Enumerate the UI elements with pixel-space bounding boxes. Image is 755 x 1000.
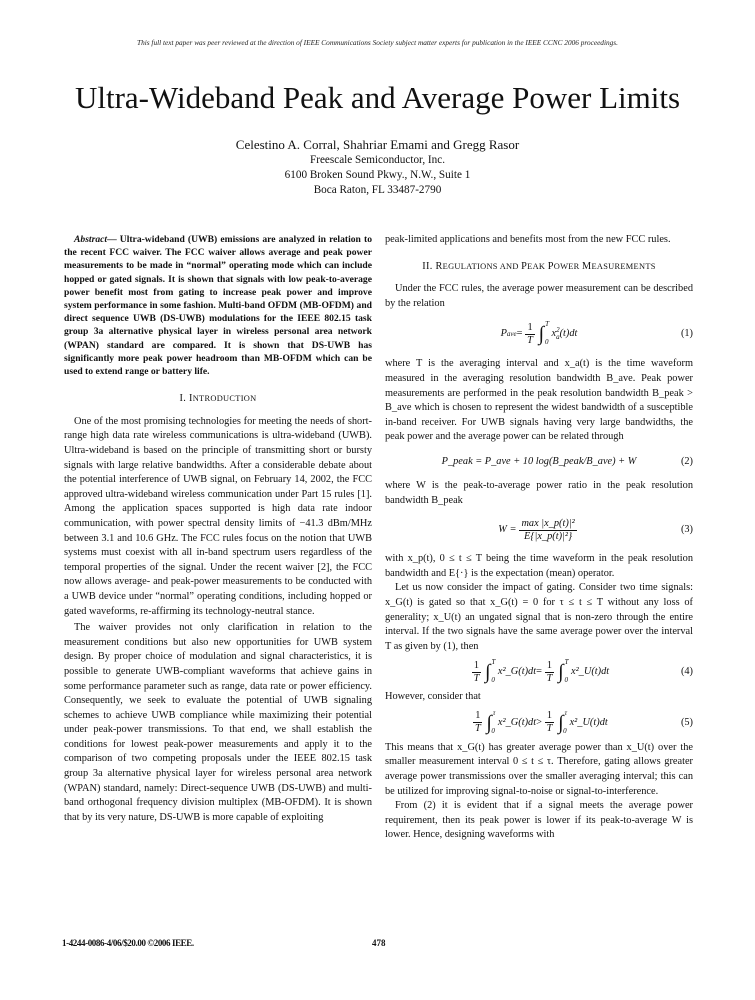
however-line: However, consider that	[385, 691, 481, 703]
page-number: 478	[372, 938, 386, 948]
abstract-text: — Ultra-wideband (UWB) emissions are analyzed in relation to the recent FCC waiver. The FCC waiver allows average and peak power measurements to be made in “normal” operating mode which can include hopped or gated signals. It is shown that signals with low peak-to-average power benefit most from gating to increase peak power and improve system performance in some fashion. Multi-band OFDM (MB-OFDM) and direct sequence UWB (DS-UWB) modulations for the IEEE 802.15 task group 3a alternative physical layer in wireless personal area network (WPAN) standard are compared. It is shown that DS-UWB has significantly more peak power headroom than MB-OFDM which can be used to extend range or battery life.	[64, 234, 372, 378]
gating-paragraph: Let us now consider the impact of gating. Consider two time signals: x_G(t) is gated so that x_G(t) = 0 for τ ≤ t ≤ T without any loss of generality; x_U(t) an ungated signal that is non-zero through the entire interval. If the two signals have the same average power over the interval T as given by (1), then	[385, 582, 693, 652]
integral-sign: ∫	[538, 323, 545, 346]
equation-number: (1)	[680, 328, 693, 340]
integral-sign: ∫	[485, 661, 491, 684]
integral-sign: ∫	[558, 661, 564, 684]
intro-paragraph-1: One of the most promising technologies for meeting the needs of short-range high data rate wireless communications is ultra-wideband (UWB). Ultra-wideband is based on the principle of transmitting short or bursty signals with large relative bandwidths. After a considerable debate about the potential interference of UWB signal, on February 14, 2002, the FCC approved ultra-wideband wireless communication under Part 15 rules [1]. Among the application spaces supported is high data rate indoor communication, with power spectral density limits of −41.3 dBm/MHz between 3.1 and 10.6 GHz. The FCC rules focus on the notion that UWB systems must coexist with all in-band spectrum users regardless of the temporal properties of the signal. Under the recent waiver [2], the FCC now allows average- and peak-power measurements to be conducted with a UWB device under “normal” operating conditions, including hopped or gated waveforms, re-affirming its technology-neutral stance.	[64, 415, 372, 617]
equation-number: (3)	[680, 523, 693, 535]
paper-authors: Celestino A. Corral, Shahriar Emami and Gregg Rasor	[235, 137, 520, 152]
integral-sign: ∫	[558, 711, 564, 734]
equation-number: (4)	[680, 665, 693, 677]
abstract-label: Abstract	[74, 234, 108, 245]
abstract-continuation: peak-limited applications and benefits most from the new FCC rules.	[385, 234, 671, 245]
section-heading-regulations: II. REGULATIONS AND PEAK POWER MEASUREMENTS	[422, 260, 656, 272]
integral-sign: ∫	[486, 711, 492, 734]
regulations-paragraph-1: Under the FCC rules, the average power measurement can be described by the relation	[385, 283, 693, 309]
equation-1: P ave = $\frac{1}{T}$ ∫ T 0 x 2 a (t)dt (1)	[500, 320, 693, 347]
equation-3: W = $\frac{\text{max |x\_p(t)|²}}{\text{E\{|x\_p(t)|²\}}}$ (3)	[498, 517, 693, 542]
equation-2: P_peak = P_ave + 10 log(B_peak/B_ave) + W (2)	[385, 451, 693, 473]
left-column	[64, 233, 372, 825]
regulations-paragraph-4: with x_p(t), 0 ≤ t ≤ T being the time waveform in the peak resolution bandwidth and E{·} is the expectation (mean) operator.	[385, 553, 693, 579]
copyright-notice: 1-4244-0086-4/06/$20.00 ©2006 IEEE.	[62, 938, 194, 948]
abstract	[64, 233, 372, 378]
equation-number: (2)	[680, 455, 693, 467]
right-column	[385, 233, 693, 843]
peer-review-notice: This full text paper was peer reviewed at the direction of IEEE Communications Society subject matter experts for publication in the IEEE CCNC 2006 proceedings.	[137, 38, 618, 47]
section-heading-introduction: I. INTRODUCTION	[179, 393, 257, 405]
regulations-paragraph-2: where T is the averaging interval and x_a(t) is the time waveform measured in the averaging resolution bandwidth B_ave. Peak power measurements are performed in the peak resolution bandwidth B_peak > B_ave which is chosen to represent the widest bandwidth of a susceptible in-band receiver. For UWB signals having very large bandwidths, the peak power and the average power can be related through	[385, 358, 693, 443]
equation-number: (5)	[680, 716, 693, 728]
equation-5: $\frac{1}{T}$ ∫ τ 0 x²_G(t)dt > $\frac{1}{T}$ ∫ τ 0 x²_U(t)dt (5)	[474, 708, 693, 735]
gating-conclusion-paragraph: This means that x_G(t) has greater average power than x_U(t) over the smaller measurement interval 0 ≤ t ≤ τ. Therefore, gating allows greater average power transmissions over the smaller averaging interval; this can be utilized for improving signal-to-noise or signal-to-interference.	[385, 741, 693, 797]
paper-title: Ultra-Wideband Peak and Average Power Limits	[74, 80, 681, 115]
affiliation-street: 6100 Broken Sound Pkwy., N.W., Suite 1	[284, 169, 471, 181]
equation-4: $\frac{1}{T}$ ∫ T 0 x²_G(t)dt = $\frac{1}{T}$ ∫ T 0 x²_U(t)dt (4)	[473, 657, 693, 684]
regulations-paragraph-3: where W is the peak-to-average power ratio in the peak resolution bandwidth B_peak	[385, 479, 693, 506]
affiliation-company: Freescale Semiconductor, Inc.	[310, 154, 445, 166]
intro-paragraph-2: The waiver provides not only clarification in relation to the measurement conditions but also new opportunities for UWB system design. By proper choice of modulation and signal characteristics, it is possible to generate UWB-compliant waveforms that achieve gains in some performance parameter such as range, data rate or power efficiency. Consequently, we seek to evaluate the potential of UWB signaling schemes to achieve UWB compliance while maximizing their potential under peak-power transmissions. To that end, we shall establish the conditions for lowest peak-power measurements and apply it to the comparison of two competing proposals under the IEEE 802.15 task group 3a alternative physical layer for wireless personal area network (WPAN) standard, namely: Direct-sequence UWB (DS-UWB) and multi-band orthogonal frequency division multiplex (MB-OFDM). It is shown that by its very nature, DS-UWB is more capable of exploiting	[64, 622, 372, 823]
affiliation-city: Boca Raton, FL 33487-2790	[313, 184, 442, 196]
peak-to-average-paragraph: From (2) it is evident that if a signal meets the average power requirement, then its peak power is lower if its peak-to-average W is lower. Hence, designing waveforms with	[385, 800, 693, 841]
